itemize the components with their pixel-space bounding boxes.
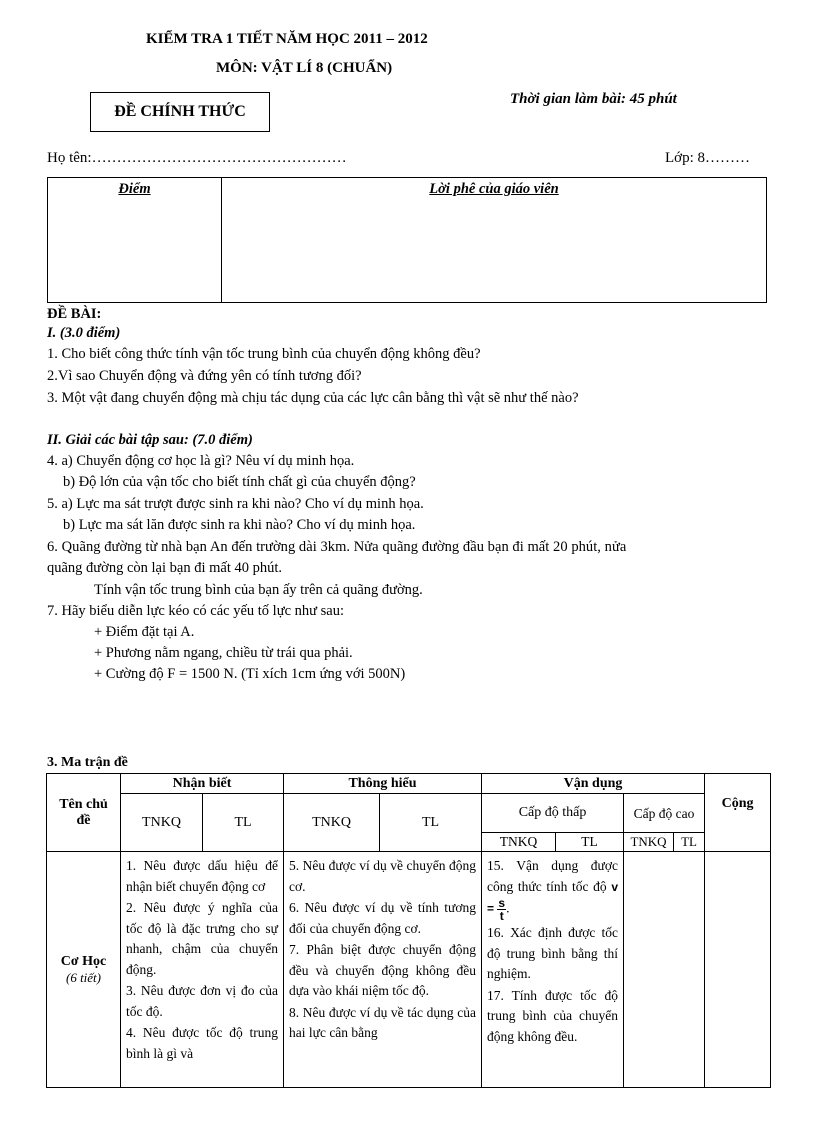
recognize-tl-header: TL — [203, 794, 284, 852]
exam-title: KIỂM TRA 1 TIẾT NĂM HỌC 2011 – 2012 — [146, 31, 428, 47]
high-level-header: Cấp độ cao — [624, 794, 705, 833]
question-7-magnitude: + Cường độ F = 1500 N. (Tỉ xích 1cm ứng với 500N) — [94, 666, 406, 682]
score-table — [47, 177, 767, 303]
question-5a: 5. a) Lực ma sát trượt được sinh ra khi nào? Cho ví dụ minh họa. — [47, 496, 424, 512]
question-2: 2.Vì sao Chuyển động và đứng yên có tính tương đối? — [47, 368, 362, 384]
matrix-heading: 3. Ma trận đề — [47, 755, 128, 770]
teacher-comment-header: Lời phê của giáo viên — [429, 181, 559, 197]
low-tnkq-header: TNKQ — [482, 833, 556, 852]
exam-subject: MÔN: VẬT LÍ 8 (CHUẨN) — [216, 60, 393, 76]
recognize-tnkq-header: TNKQ — [121, 794, 203, 852]
official-label: ĐỀ CHÍNH THỨC — [114, 103, 246, 120]
recognize-header: Nhận biết — [121, 774, 284, 794]
question-7: 7. Hãy biểu diễn lực kéo có các yếu tố lực như sau: — [47, 603, 344, 619]
high-tl-header: TL — [674, 833, 705, 852]
question-3: 3. Một vật đang chuyển động mà chịu tác dụng của các lực cân bằng thì vật sẽ như thế nào? — [47, 390, 579, 406]
question-1: 1. Cho biết công thức tính vận tốc trung bình của chuyển động không đều? — [47, 346, 481, 362]
apply-low-content — [482, 852, 624, 1088]
question-4b: b) Độ lớn của vận tốc cho biết tính chất gì của chuyển động? — [63, 474, 416, 490]
understand-item: 6. Nêu được ví dụ về tính tương đối của chuyển động cơ. — [289, 900, 477, 936]
exam-heading: ĐỀ BÀI: — [47, 306, 102, 322]
score-header: Điểm — [118, 181, 151, 197]
exam-matrix-table — [46, 773, 771, 1088]
class-line: Lớp: 8……… — [665, 150, 751, 166]
understand-tnkq-header: TNKQ — [284, 794, 380, 852]
speed-formula — [497, 897, 506, 922]
total-content — [705, 852, 771, 1088]
question-5b: b) Lực ma sát lăn được sinh ra khi nào? Cho ví dụ minh họa. — [63, 517, 416, 533]
understand-item: 7. Phân biệt được chuyển động đều và chuyển động không đều dựa vào khái niệm tốc độ. — [289, 942, 477, 998]
apply-item-15-text: 15. Vận dụng được công thức tính tốc độ — [487, 858, 619, 894]
recognize-content — [121, 852, 284, 1088]
topic-cell — [47, 852, 121, 1088]
student-name-line: Họ tên:…………………………………………… — [47, 150, 347, 166]
low-tl-header: TL — [556, 833, 624, 852]
total-header: Cộng — [705, 774, 771, 852]
question-6-line-3: Tính vận tốc trung bình của bạn ấy trên cả quãng đường. — [94, 582, 423, 598]
apply-high-content — [624, 852, 705, 1088]
topic-hours: (6 tiết) — [65, 969, 101, 985]
part-1-heading: I. (3.0 điểm) — [47, 325, 121, 341]
apply-header: Vận dụng — [482, 774, 705, 794]
apply-item-15: 15. Vận dụng được công thức tính tốc độ v = $\frac{s}{t}$ . — [487, 858, 619, 923]
question-7-direction: + Phương nằm ngang, chiều từ trái qua phải. — [94, 645, 353, 661]
official-label-box — [90, 92, 270, 132]
understand-item: 8. Nêu được ví dụ về tác dụng của hai lực cân bằng — [289, 1004, 477, 1040]
question-6-line-2: quãng đường còn lại bạn đi mất 40 phút. — [47, 560, 283, 576]
recognize-item: 4. Nêu được tốc độ trung bình là gì và — [126, 1025, 279, 1061]
exam-time: Thời gian làm bài: 45 phút — [510, 91, 677, 107]
topic-column-header: Tên chủ đề — [47, 774, 121, 852]
question-7-point: + Điểm đặt tại A. — [94, 624, 195, 640]
formula-denominator: t — [499, 909, 504, 923]
part-2-heading: II. Giải các bài tập sau: (7.0 điểm) — [47, 432, 253, 448]
recognize-item: 2. Nêu được ý nghĩa của tốc độ là đặc trưng cho sự nhanh, chậm của chuyển động. — [126, 900, 279, 977]
apply-item: 16. Xác định được tốc độ trung bình bằng thí nghiệm. — [487, 925, 619, 981]
understand-header: Thông hiểu — [284, 774, 482, 794]
understand-content — [284, 852, 482, 1088]
apply-item: 17. Tính được tốc độ trung bình của chuyển động không đều. — [487, 987, 619, 1044]
recognize-item: 1. Nêu được dấu hiệu để nhận biết chuyển động cơ — [126, 858, 279, 894]
low-level-header: Cấp độ thấp — [482, 794, 624, 833]
formula-numerator: s — [498, 896, 506, 910]
understand-tl-header: TL — [380, 794, 482, 852]
question-6-line-1: 6. Quãng đường từ nhà bạn An đến trường dài 3km. Nửa quãng đường đầu bạn đi mất 20 phút, nửa — [47, 539, 627, 555]
topic-name: Cơ Học — [60, 953, 107, 969]
recognize-item: 3. Nêu được đơn vị đo của tốc độ. — [126, 983, 279, 1019]
high-tnkq-header: TNKQ — [624, 833, 674, 852]
question-4a: 4. a) Chuyển động cơ học là gì? Nêu ví dụ minh họa. — [47, 453, 355, 469]
formula-prefix: v = — [487, 879, 619, 916]
understand-item: 5. Nêu được ví dụ về chuyển động cơ. — [289, 858, 477, 894]
